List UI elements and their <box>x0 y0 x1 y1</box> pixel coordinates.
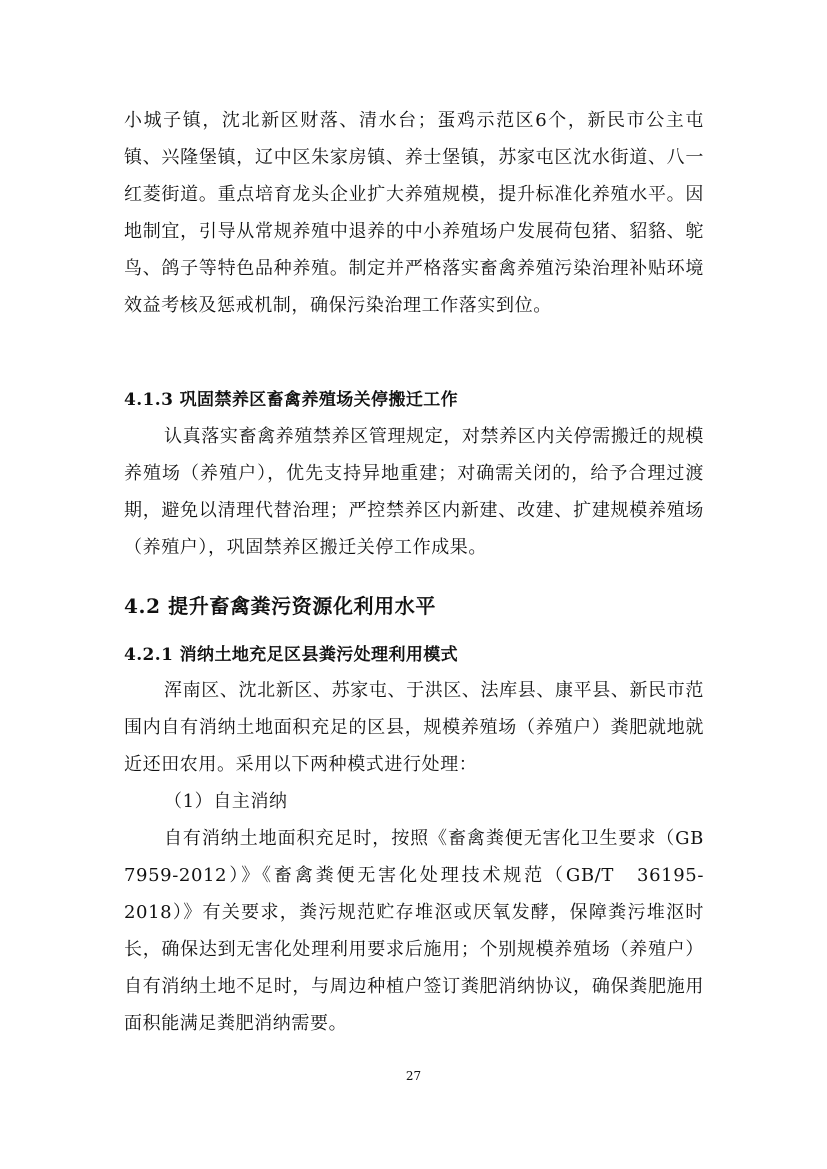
paragraph-relocation: 认真落实畜禽养殖禁养区管理规定，对禁养区内关停需搬迁的规模养殖场（养殖户），优先支持异地重建；对确需关闭的，给予合理过渡期，避免以清理代替治理；严控禁养区内新建、改建、扩建规模养殖场（养殖户），巩固禁养区搬迁关停工作成果。 <box>124 426 704 558</box>
list-item-self-absorb: （1）自主消纳 <box>164 791 288 812</box>
section-heading-4-2-1: 4.2.1 消纳土地充足区县粪污处理利用模式 <box>124 645 459 665</box>
paragraph-manure-mode: 浑南区、沈北新区、苏家屯、于洪区、法库县、康平县、新民市范围内自有消纳土地面积充足的区县，规模养殖场（养殖户）粪肥就地就近还田农用。采用以下两种模式进行处理： <box>124 680 704 775</box>
section-heading-4-2: 4.2 提升畜禽粪污资源化利用水平 <box>124 594 436 618</box>
paragraph-continuation: 小城子镇，沈北新区财落、清水台；蛋鸡示范区6个，新民市公主屯镇、兴隆堡镇，辽中区朱家房镇、养士堡镇，苏家屯区沈水街道、八一红菱街道。重点培育龙头企业扩大养殖规模，提升标准化养殖水平。因地制宜，引导从常规养殖中退养的中小养殖场户发展荷包猪、貂貉、鸵鸟、鸽子等特色品种养殖。制定并严格落实畜禽养殖污染治理补贴环境效益考核及惩戒机制，确保污染治理工作落实到位。 <box>124 110 704 316</box>
section-heading-4-1-3: 4.1.3 巩固禁养区畜禽养殖场关停搬迁工作 <box>124 390 459 410</box>
page-number: 27 <box>405 1069 422 1083</box>
paragraph-self-absorb: 自有消纳土地面积充足时，按照《畜禽粪便无害化卫生要求（GB 7959-2012）》《畜禽粪便无害化处理技术规范（GB/T 36195-2018）》有关要求，粪污规范贮存堆沤或厌氧发酵，保障粪污堆沤时长，确保达到无害化处理利用要求后施用；个别规模养殖场（养殖户）自有消纳土地不足时，与周边种植户签订粪肥消纳协议，确保粪肥施用面积能满足粪肥消纳需要。 <box>124 828 723 1034</box>
